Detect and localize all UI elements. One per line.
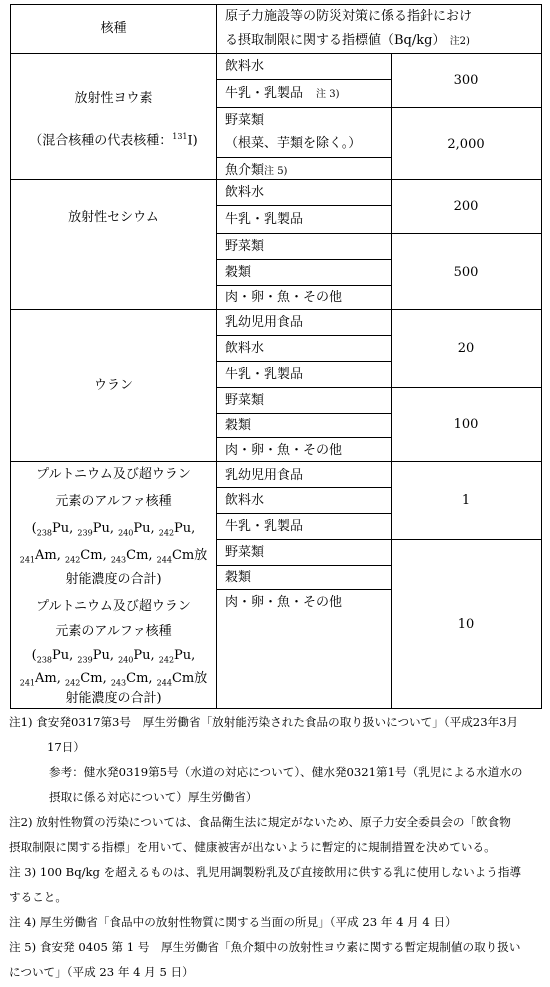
limit-value: 10 bbox=[457, 617, 475, 632]
food-item: 乳幼児用食品 bbox=[225, 468, 304, 483]
food-item: 野菜類 bbox=[225, 239, 265, 254]
food-item: 肉・卵・魚・その他 bbox=[225, 595, 343, 610]
food-item: 牛乳・乳製品 bbox=[225, 519, 304, 534]
food-item-note: （根菜、芋類を除く。） bbox=[225, 136, 362, 151]
plutonium-isotopes-line3: ($_{238}Pu$, $_{239}$Pu, $_{240}$Pu, $_{242}$Pu, bbox=[31, 521, 196, 538]
food-item: 野菜類 bbox=[225, 545, 265, 560]
plutonium-name-line5: 射能濃度の合計) bbox=[65, 691, 162, 706]
limit-value: 20 bbox=[457, 341, 475, 356]
col-divider-1 bbox=[216, 5, 217, 708]
iodine-representative: （混合核種の代表核種：$^{131}$I) bbox=[29, 132, 198, 149]
plutonium-isotopes-line4: $_{241}$Am, $_{242}$Cm, $_{243}$Cm, $_{244}$Cm放 bbox=[19, 671, 208, 688]
header-nuclide: 核種 bbox=[100, 21, 127, 36]
food-item: 穀類 bbox=[225, 570, 252, 585]
limit-value: 2,000 bbox=[447, 137, 485, 152]
food-item: 飲料水 bbox=[225, 341, 265, 356]
uranium-name: ウラン bbox=[93, 378, 133, 393]
food-item: 飲料水 bbox=[225, 59, 265, 74]
plutonium-isotopes-line3: ($_{238}Pu$, $_{239}$Pu, $_{240}$Pu, $_{242}$Pu, bbox=[31, 648, 196, 665]
footnote-4: 注 4) 厚生労働省「食品中の放射性物質に関する当面の所見」（平成 23 年 4 月 4 日） bbox=[9, 915, 457, 929]
food-item: 穀類 bbox=[225, 418, 252, 433]
footnote-2-cont: 摂取制限に関する指標」を用いて、健康被害が出ないように暫定的に規制措置を決めている。 bbox=[9, 840, 496, 854]
plutonium-isotopes-line4: $_{241}$Am, $_{242}$Cm, $_{243}$Cm, $_{244}$Cm放 bbox=[19, 548, 208, 565]
food-item: 野菜類 bbox=[225, 393, 265, 408]
footnotes bbox=[9, 710, 544, 985]
food-item: 肉・卵・魚・その他 bbox=[225, 443, 343, 458]
cesium-name: 放射性セシウム bbox=[68, 210, 159, 225]
footnote-1-reference: 参考：健水発0319第5号（水道の対応について）、健水発0321第1号（乳児による水道水の bbox=[49, 765, 523, 779]
limit-value: 100 bbox=[453, 417, 479, 432]
plutonium-name-line5: 射能濃度の合計) bbox=[65, 572, 162, 587]
limit-value: 200 bbox=[453, 199, 479, 214]
plutonium-name-line2: 元素のアルファ核種 bbox=[55, 494, 172, 509]
footnote-5: 注 5) 食安発 0405 第 1 号 厚生労働省「魚介類中の放射性ヨウ素に関する暫定規制値の取り扱い bbox=[9, 940, 521, 954]
food-item: 飲料水 bbox=[225, 493, 265, 508]
food-item: 魚介類注 5) bbox=[225, 163, 288, 178]
food-item: 乳幼児用食品 bbox=[225, 315, 304, 330]
plutonium-name-line1: プルトニウム及び超ウラン bbox=[36, 467, 191, 482]
footnote-1-cont: 17日） bbox=[47, 740, 85, 754]
plutonium-name-line1: プルトニウム及び超ウラン bbox=[36, 599, 191, 614]
footnote-1: 注1) 食安発0317第3号 厚生労働省「放射能汚染された食品の取り扱いについて」（平成23年3月 bbox=[9, 715, 519, 729]
limit-value: 500 bbox=[453, 265, 479, 280]
limit-value: 300 bbox=[453, 73, 479, 88]
food-item: 穀類 bbox=[225, 265, 252, 280]
header-limit-line2: る摂取制限に関する指標値（Bq/kg） 注2) bbox=[225, 33, 470, 48]
footnote-2: 注2) 放射性物質の汚染については、食品衛生法に規定がないため、原子力安全委員会の「飲食物 bbox=[9, 815, 511, 829]
footnote-5-cont: について」（平成 23 年 4 月 5 日） bbox=[9, 965, 194, 979]
food-item: 肉・卵・魚・その他 bbox=[225, 290, 343, 305]
food-item: 牛乳・乳製品 bbox=[225, 367, 304, 382]
plutonium-name-line2: 元素のアルファ核種 bbox=[55, 624, 172, 639]
footnote-3: 注 3) 100 Bq/kg を超えるものは、乳児用調製粉乳及び直接飲用に供する乳に使用しないよう指導 bbox=[9, 865, 522, 879]
food-item: 飲料水 bbox=[225, 185, 265, 200]
limits-table bbox=[10, 4, 542, 709]
food-item: 牛乳・乳製品 注 3) bbox=[225, 86, 340, 101]
iodine-name: 放射性ヨウ素 bbox=[74, 91, 153, 106]
header-limit-line1: 原子力施設等の防災対策に係る指針におけ bbox=[225, 9, 473, 24]
food-item: 野菜類 bbox=[225, 113, 265, 128]
footnote-1-reference-cont: 摂取に係る対応について）厚生労働省） bbox=[49, 790, 258, 804]
footnote-3-cont: すること。 bbox=[9, 890, 67, 904]
food-item: 牛乳・乳製品 bbox=[225, 212, 304, 227]
limit-value: 1 bbox=[461, 493, 471, 508]
